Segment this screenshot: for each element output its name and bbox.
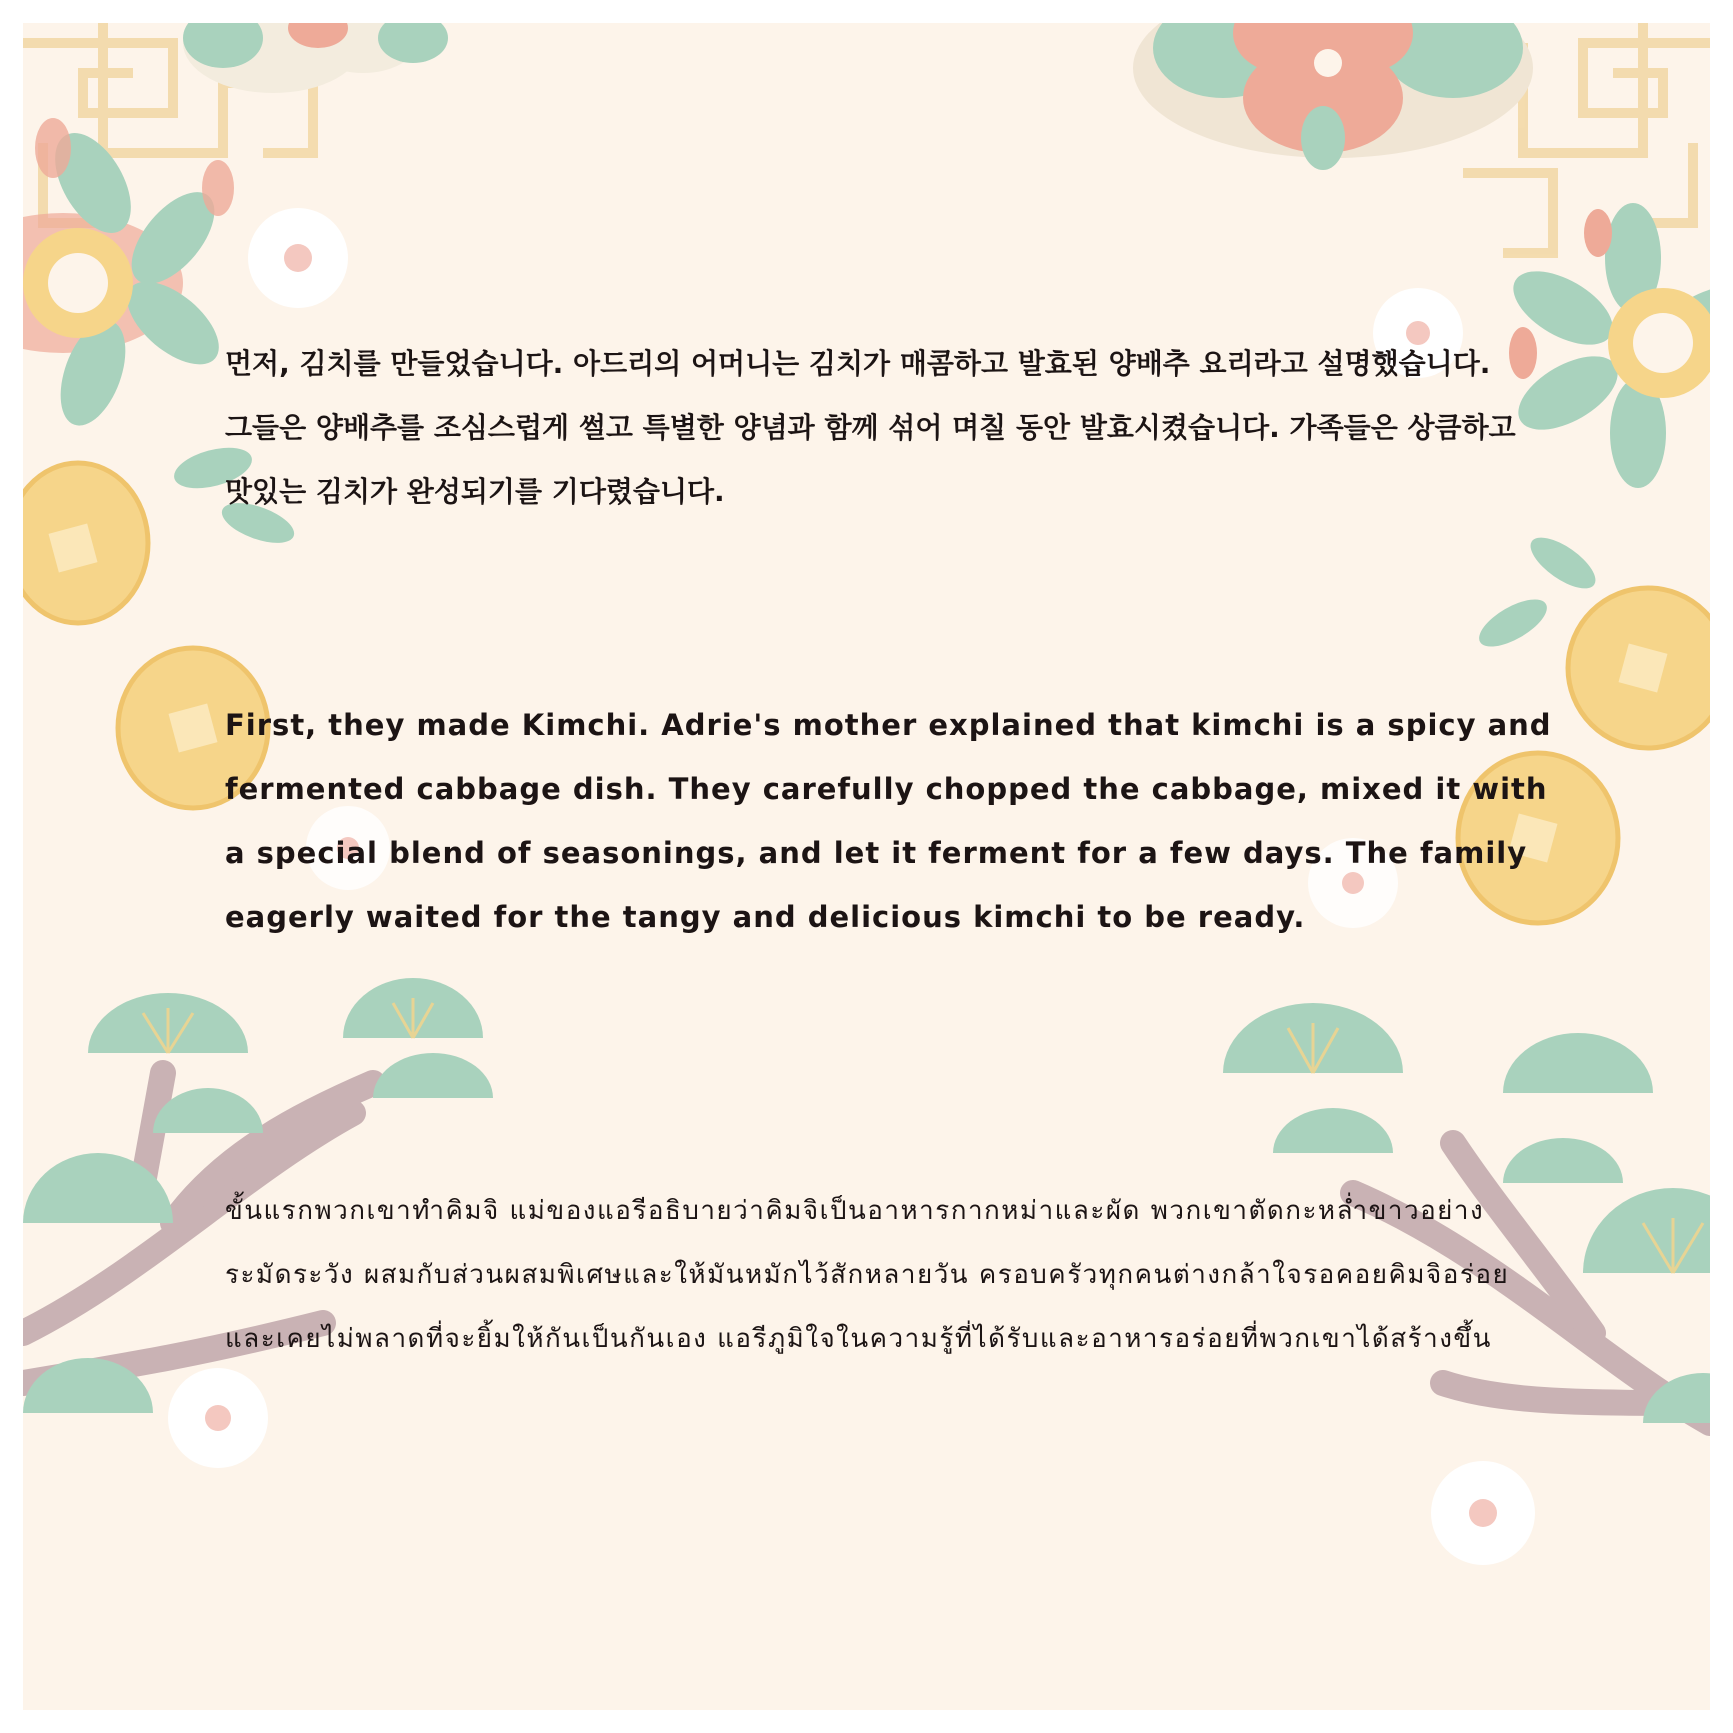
flower-icon-right [1501, 203, 1710, 488]
thai-paragraph: ขั้นแรกพวกเขาทำคิมจิ แม่ของแอรีอธิบายว่าคิมจิเป็นอาหารกากหม่าและผัด พวกเขาตัดกะหล่ำขาวอย่างระมัดระวัง ผสมกับส่วนผสมพิเศษและให้มันหมักไว้สักหลายวัน ครอบครัวทุกคนต่างกล้าใจรอคอยคิมจิอร่อยและเคยไม่พลาดที่จะยิ้มให้กันเป็นกันเอง แอรีภูมิใจในความรู้ที่ได้รับและอาหารอร่อยที่พวกเขาได้สร้างขึ้น [225, 1196, 1510, 1354]
story-page [23, 23, 1710, 1710]
blossom-icon-bottom-right [1431, 1461, 1535, 1565]
blossom-icon-top [248, 208, 348, 308]
coin-icon-left [23, 463, 148, 623]
blossom-icon-bottom-left [168, 1368, 268, 1468]
flower-icon-top-center [183, 23, 448, 93]
flower-icon-top-right [1133, 23, 1533, 170]
coin-icon-right [1568, 588, 1710, 748]
korean-paragraph: 먼저, 김치를 만들었습니다. 아드리의 어머니는 김치가 매콤하고 발효된 양배추 요리라고 설명했습니다. 그들은 양배추를 조심스럽게 썰고 특별한 양념과 함께 섞어 며칠 동안 발효시켰습니다. 가족들은 상큼하고 맛있는 김치가 완성되기를 기다렸습니다. [225, 347, 1516, 508]
english-paragraph: First, they made Kimchi. Adrie's mother explained that kimchi is a spicy and fermented cabbage dish. They carefully chopped the cabbage, mixed it with a special blend of seasonings, and let it ferment for a few days. The family eagerly waited for the tangy and delicious kimchi to be ready. [225, 708, 1552, 934]
flower-icon-top-left [23, 118, 234, 434]
